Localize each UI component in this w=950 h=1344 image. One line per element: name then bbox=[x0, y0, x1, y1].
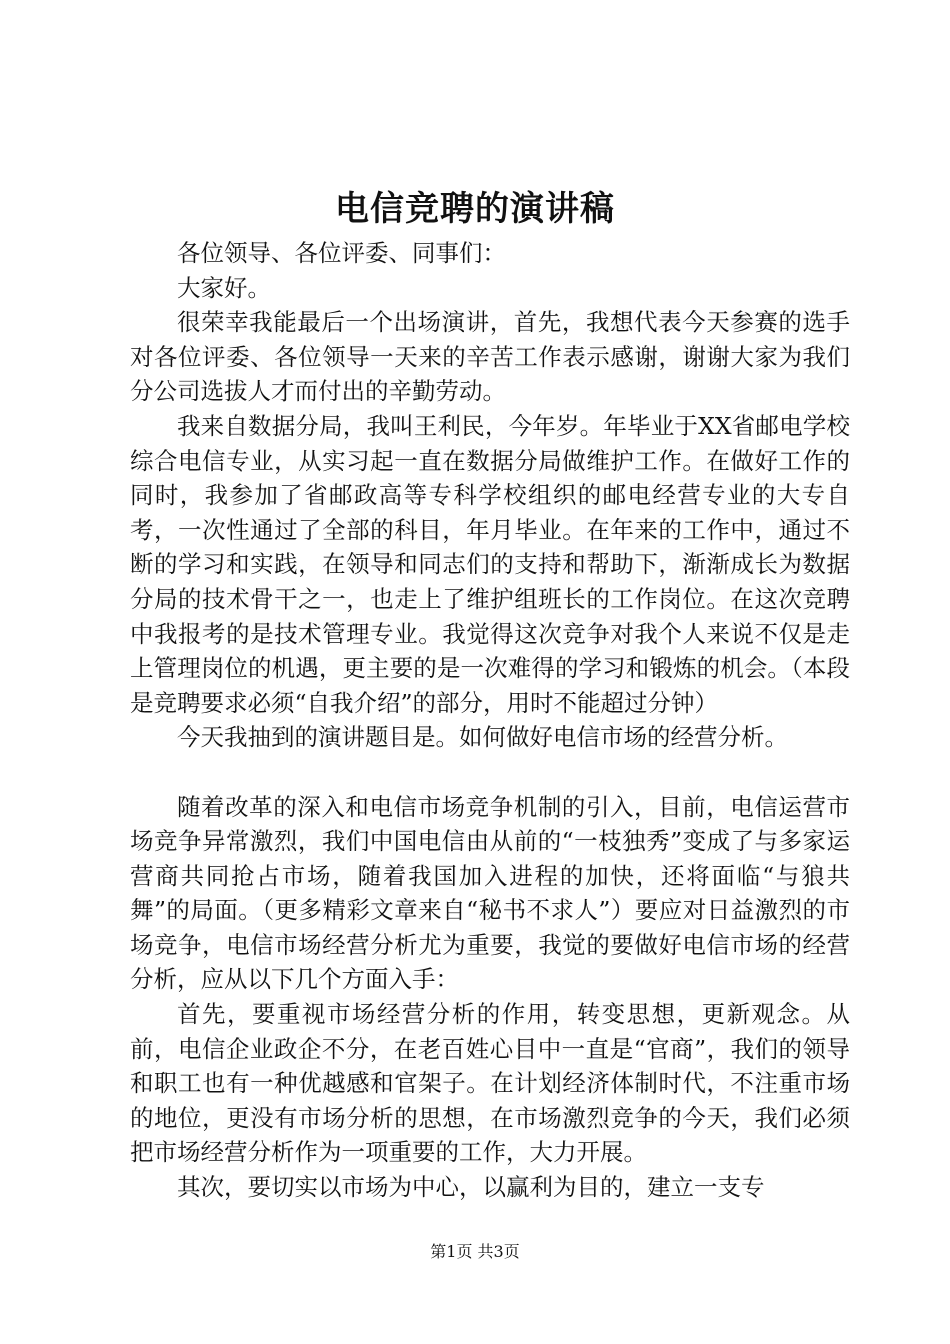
topic-paragraph: 今天我抽到的演讲题目是。如何做好电信市场的经营分析。 bbox=[177, 723, 788, 752]
thanks-paragraph: 很荣幸我能最后一个出场演讲，首先，我想代表今天参赛的选手对各位评委、各位领导一天来的辛苦工作表示感谢，谢谢大家为我们分公司选拔人才而付出的辛勤劳动。 bbox=[130, 308, 850, 406]
self-introduction-paragraph: 我来自数据分局，我叫王利民，今年岁。年毕业于XX省邮电学校综合电信专业，从实习起一直在数据分局做维护工作。在做好工作的同时，我参加了省邮政高等专科学校组织的邮电经营专业的大专自考，一次性通过了全部的科目，年月毕业。在年来的工作中，通过不断的学习和实践，在领导和同志们的支持和帮助下，渐渐成长为数据分局的技术骨干之一，也走上了维护组班长的工作岗位。在这次竞聘中我报考的是技术管理专业。我觉得这次竞争对我个人来说不仅是走上管理岗位的机遇，更主要的是一次难得的学习和锻炼的机会。（本段是竞聘要求必须“自我介绍”的部分，用时不能超过分钟） bbox=[130, 411, 850, 717]
document-title: 电信竞聘的演讲稿 bbox=[335, 189, 615, 229]
paragraph-spacer bbox=[130, 755, 850, 790]
greeting-paragraph: 大家好。 bbox=[177, 273, 271, 302]
document-body bbox=[130, 236, 850, 1205]
market-context-paragraph: 随着改革的深入和电信市场竞争机制的引入，目前，电信运营市场竞争异常激烈，我们中国电信由从前的“一枝独秀”变成了与多家运营商共同抢占市场，随着我国加入进程的加快，还将面临“与狼共舞”的局面。（更多精彩文章来自“秘书不求人”）要应对日益激烈的市场竞争，电信市场经营分析尤为重要，我觉的要做好电信市场的经营分析，应从以下几个方面入手： bbox=[130, 792, 850, 994]
second-point-paragraph: 其次，要切实以市场为中心，以赢利为目的，建立一支专 bbox=[177, 1173, 765, 1202]
first-point-paragraph: 首先，要重视市场经营分析的作用，转变思想，更新观念。从前，电信企业政企不分，在老百姓心目中一直是“官商”，我们的领导和职工也有一种优越感和官架子。在计划经济体制时代，不注重市场的地位，更没有市场分析的思想，在市场激烈竞争的今天，我们必须把市场经营分析作为一项重要的工作，大力开展。 bbox=[130, 1000, 850, 1167]
salutation-paragraph: 各位领导、各位评委、同事们： bbox=[177, 239, 506, 267]
page-footer: 第1页 共3页 bbox=[430, 1242, 520, 1261]
